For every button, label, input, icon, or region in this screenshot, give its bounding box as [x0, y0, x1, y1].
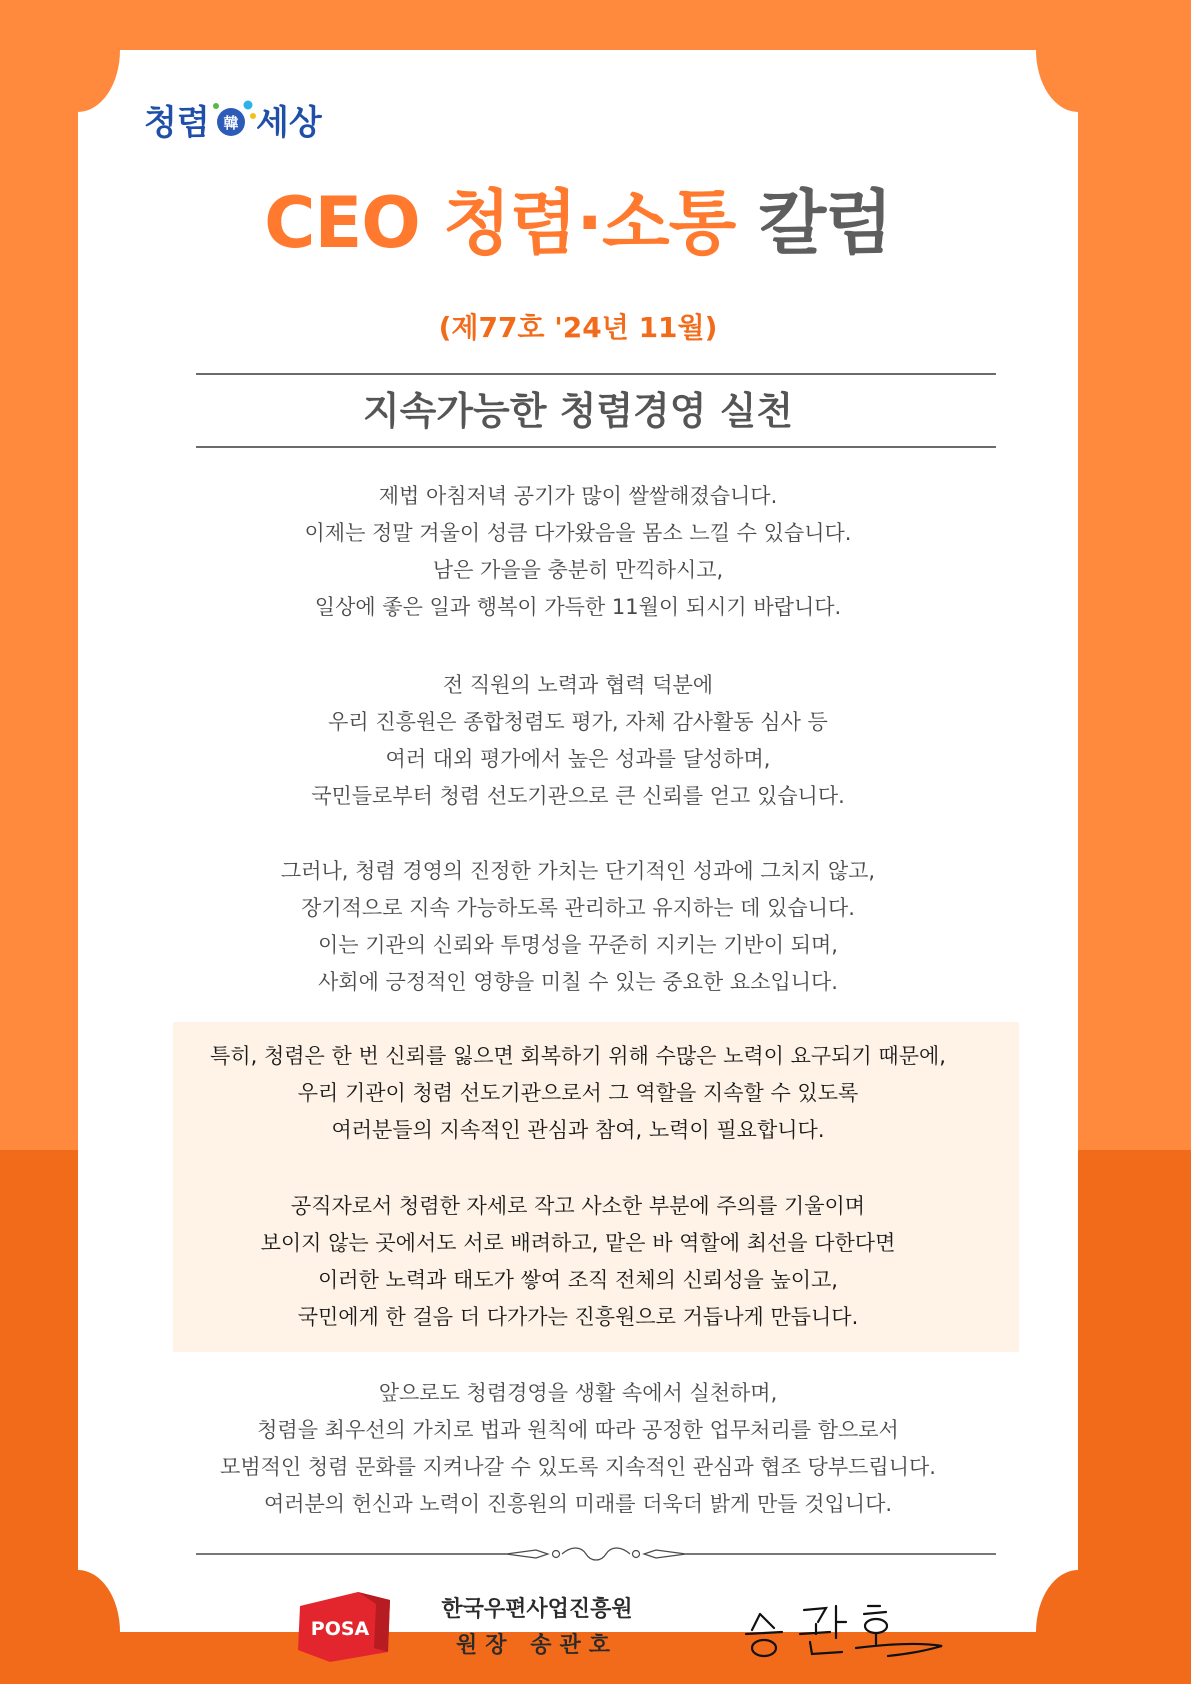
handwritten-signature — [738, 1590, 948, 1666]
text-line: 남은 가을을 충분히 만끽하시고, — [432, 558, 724, 582]
text-line: 우리 기관이 청렴 선도기관으로서 그 역할을 지속할 수 있도록 — [297, 1081, 859, 1105]
text-line: 제법 아침저녁 공기가 많이 쌀쌀해졌습니다. — [378, 484, 778, 508]
cheongryeom-logo — [144, 92, 334, 152]
text-line: 특히, 청렴은 한 번 신뢰를 잃으면 회복하기 위해 수많은 노력이 요구되기 때문에, — [210, 1044, 946, 1068]
title-ceo: CEO — [264, 182, 444, 264]
divider-bottom — [196, 446, 996, 448]
posa-logo-text: POSA — [310, 1618, 370, 1640]
highlight-paragraph-2 — [78, 1188, 1078, 1336]
text-line: 사회에 긍정적인 영향을 미칠 수 있는 중요한 요소입니다. — [318, 970, 838, 994]
paragraph-1 — [78, 478, 1078, 626]
svg-text:韓: 韓 — [223, 114, 239, 132]
text-line: 앞으로도 청렴경영을 생활 속에서 실천하며, — [378, 1381, 778, 1405]
signatory-block — [414, 1592, 660, 1664]
divider-top — [196, 373, 996, 375]
text-line: 청렴을 최우선의 가치로 법과 원칙에 따라 공정한 업무처리를 함으로서 — [257, 1418, 899, 1442]
column-title — [78, 178, 1078, 268]
svg-text:세상: 세상 — [256, 103, 322, 143]
issue-number: (제77호 '24년 11월) — [438, 311, 718, 344]
text-line: 일상에 좋은 일과 행복이 가득한 11월이 되시기 바랍니다. — [314, 595, 842, 619]
svg-text:청렴: 청렴 — [144, 103, 210, 143]
text-line: 국민에게 한 걸음 더 다가가는 진흥원으로 거듭나게 만듭니다. — [297, 1305, 859, 1329]
text-line: 장기적으로 지속 가능하도록 관리하고 유지하는 데 있습니다. — [301, 896, 855, 920]
paragraph-2 — [78, 667, 1078, 815]
paragraph-4 — [78, 1375, 1078, 1523]
text-line: 이는 기관의 신뢰와 투명성을 꾸준히 지키는 기반이 되며, — [318, 933, 838, 957]
text-line: 국민들로부터 청렴 선도기관으로 큰 신뢰를 얻고 있습니다. — [311, 784, 845, 808]
text-line: 여러 대외 평가에서 높은 성과를 달성하며, — [385, 747, 771, 771]
organization-name: 한국우편사업진흥원 — [441, 1597, 633, 1622]
text-line: 보이지 않는 곳에서도 서로 배려하고, 맡은 바 역할에 최선을 다한다면 — [260, 1231, 896, 1255]
column-card — [78, 50, 1078, 1658]
subtitle: 지속가능한 청렴경영 실천 — [362, 389, 794, 433]
highlight-paragraph-1 — [78, 1038, 1078, 1149]
text-line: 우리 진흥원은 종합청렴도 평가, 자체 감사활동 심사 등 — [328, 710, 828, 734]
text-line: 모범적인 청렴 문화를 지켜나갈 수 있도록 지속적인 관심과 협조 당부드립니다. — [220, 1455, 936, 1479]
title-integrity-communication: 청렴·소통 — [443, 182, 736, 264]
paragraph-3 — [78, 853, 1078, 1001]
text-line: 여러분들의 지속적인 관심과 참여, 노력이 필요합니다. — [331, 1118, 825, 1142]
text-line: 이제는 정말 겨울이 성큼 다가왔음을 몸소 느낄 수 있습니다. — [304, 521, 852, 545]
posa-logo — [296, 1590, 392, 1662]
title-column: 칼럼 — [735, 182, 892, 264]
text-line: 공직자로서 청렴한 자세로 작고 사소한 부분에 주의를 기울이며 — [290, 1194, 866, 1218]
text-line: 그러나, 청렴 경영의 진정한 가치는 단기적인 성과에 그치지 않고, — [280, 859, 876, 883]
text-line: 이러한 노력과 태도가 쌓여 조직 전체의 신뢰성을 높이고, — [318, 1268, 838, 1292]
ceo-title: 원장 송관호 — [456, 1633, 618, 1658]
text-line: 여러분의 헌신과 노력이 진흥원의 미래를 더욱더 밝게 만들 것입니다. — [263, 1492, 893, 1516]
ornament-divider — [196, 1544, 996, 1564]
text-line: 전 직원의 노력과 협력 덕분에 — [442, 673, 714, 697]
